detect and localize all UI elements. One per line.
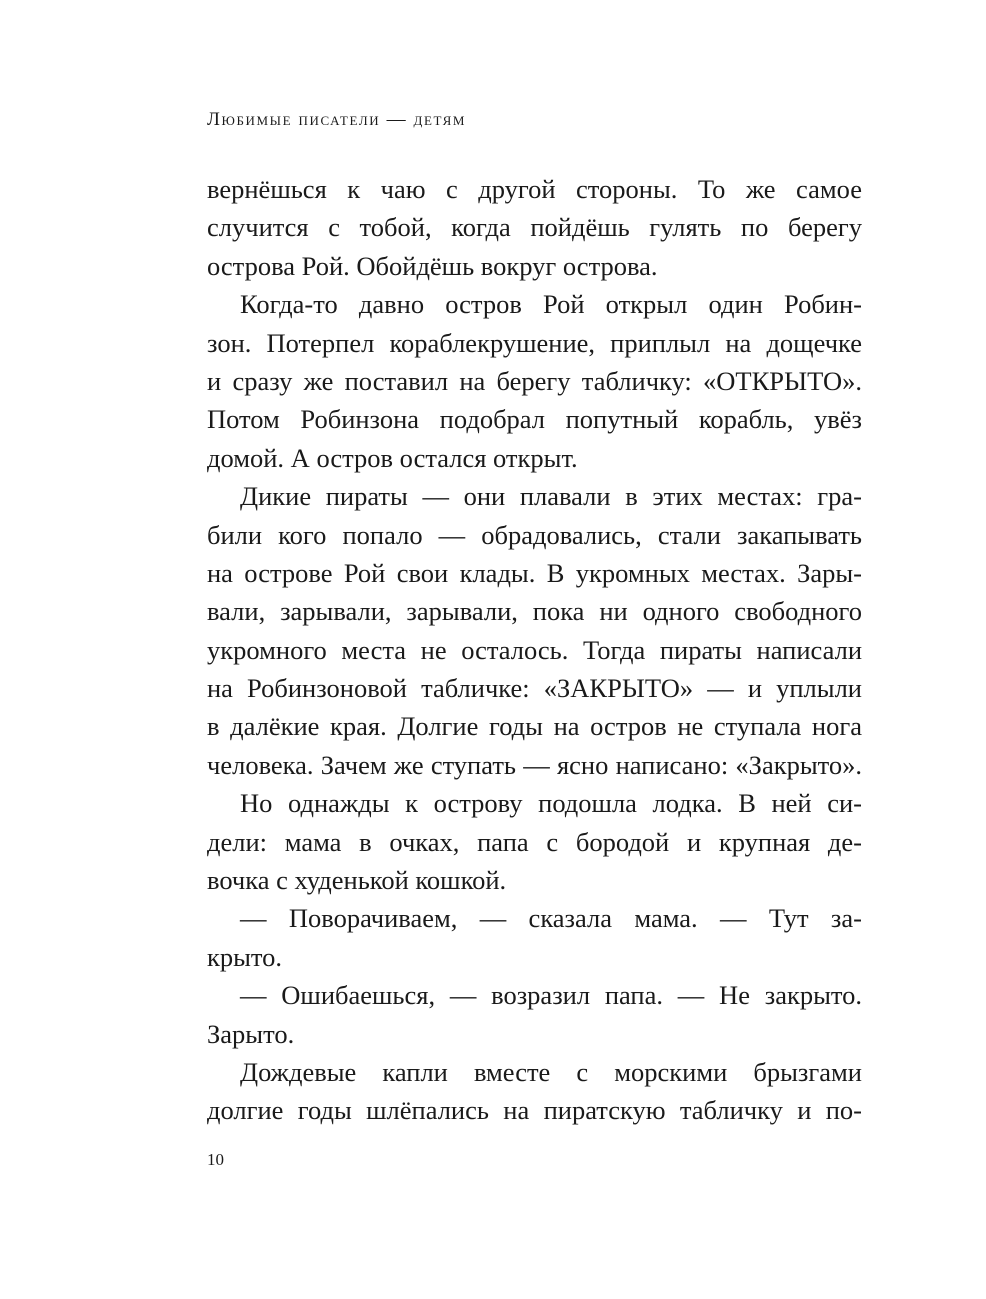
text-line: долгие годы шлёпались на пиратскую табличку и по- (207, 1095, 862, 1126)
text-line: крыто. (207, 941, 283, 972)
page-number: 10 (207, 1150, 224, 1169)
text-line: вернёшься к чаю с другой стороны. То же самое (207, 174, 862, 204)
text-line: человека. Зачем же ступать — ясно написано: «Закрыто». (207, 749, 862, 780)
text-line: зон. Потерпел кораблекрушение, приплыл на дощечке (207, 327, 862, 358)
text-line: Дикие пираты — они плавали в этих местах: гра- (240, 481, 862, 512)
text-line: в далёкие края. Долгие годы на остров не ступала нога (207, 711, 862, 742)
text-line: домой. А остров остался открыт. (207, 442, 578, 473)
text-line: Зарыто. (207, 1018, 295, 1049)
text-line: острова Рой. Обойдёшь вокруг острова. (207, 250, 658, 281)
text-line: Но однажды к острову подошла лодка. В ней си- (240, 788, 862, 819)
text-line: — Ошибаешься, — возразил папа. — Не закрыто. (240, 980, 862, 1011)
text-line: били кого попало — обрадовались, стали закапывать (207, 519, 862, 550)
text-line: и сразу же поставил на берегу табличку: «ОТКРЫТО». (207, 365, 862, 396)
text-line: дели: мама в очках, папа с бородой и крупная де- (207, 826, 862, 857)
text-line: укромного места не осталось. Тогда пираты написали (207, 634, 862, 665)
running-header: Любимые писатели — детям (207, 109, 467, 130)
text-line: случится с тобой, когда пойдёшь гулять по берегу (207, 212, 862, 243)
text-line: на Робинзоновой табличке: «ЗАКРЫТО» — и уплыли (207, 673, 862, 704)
text-line: вали, зарывали, зарывали, пока ни одного свободного (207, 596, 862, 627)
text-line: — Поворачиваем, — сказала мама. — Тут за- (240, 903, 862, 934)
text-line: Потом Робинзона подобрал попутный корабль, увёз (207, 404, 862, 435)
body-text (207, 170, 862, 1130)
text-line: вочка с худенькой кошкой. (207, 865, 507, 896)
text-line: Дождевые капли вместе с морскими брызгами (240, 1056, 862, 1087)
text-line: Когда-то давно остров Рой открыл один Робин- (240, 289, 862, 320)
text-line: на острове Рой свои клады. В укромных местах. Зары- (207, 557, 862, 588)
